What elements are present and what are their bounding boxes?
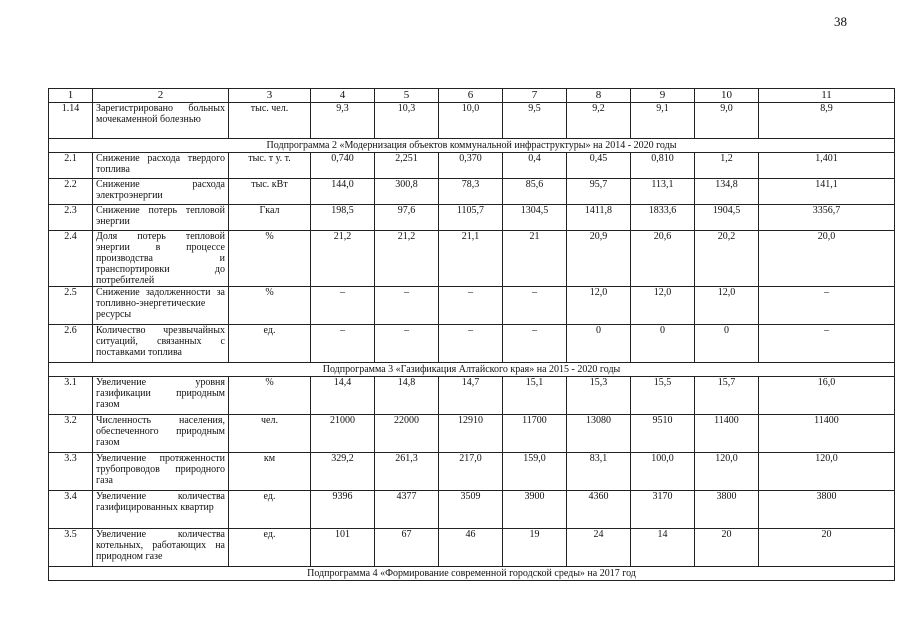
value-cell: 120,0 xyxy=(695,453,759,491)
value-cell: 21000 xyxy=(311,415,375,453)
value-cell: 12,0 xyxy=(631,287,695,325)
row-number: 3.3 xyxy=(49,453,93,491)
value-cell: 300,8 xyxy=(375,179,439,205)
value-cell: – xyxy=(439,287,503,325)
unit-cell: Гкал xyxy=(229,205,311,231)
value-cell: 14,8 xyxy=(375,377,439,415)
table-row xyxy=(49,529,895,567)
row-number: 2.4 xyxy=(49,231,93,287)
unit-cell: тыс. кВт xyxy=(229,179,311,205)
indicator-name: Увеличение количества котельных, работающих на природном газе xyxy=(93,529,229,567)
section-title: Подпрограмма 2 «Модернизация объектов коммунальной инфраструктуры» на 2014 - 2020 годы xyxy=(49,139,895,153)
value-cell: 78,3 xyxy=(439,179,503,205)
indicators-table xyxy=(48,88,895,581)
section-header-row xyxy=(49,139,895,153)
value-cell: 0,810 xyxy=(631,153,695,179)
row-number: 1.14 xyxy=(49,103,93,139)
header-cell: 7 xyxy=(503,89,567,103)
value-cell: 16,0 xyxy=(759,377,895,415)
value-cell: 0,370 xyxy=(439,153,503,179)
value-cell: – xyxy=(311,287,375,325)
value-cell: – xyxy=(375,287,439,325)
value-cell: 20 xyxy=(695,529,759,567)
table-row xyxy=(49,287,895,325)
value-cell: 1105,7 xyxy=(439,205,503,231)
value-cell: 3800 xyxy=(695,491,759,529)
value-cell: 83,1 xyxy=(567,453,631,491)
table-row xyxy=(49,415,895,453)
value-cell: 9,5 xyxy=(503,103,567,139)
table-row xyxy=(49,491,895,529)
value-cell: 67 xyxy=(375,529,439,567)
value-cell: 1,2 xyxy=(695,153,759,179)
indicator-name: Доля потерь тепловой энергии в процессе производства и транспортировки до потребителей xyxy=(93,231,229,287)
row-number: 3.5 xyxy=(49,529,93,567)
indicator-name: Численность населения, обеспеченного природным газом xyxy=(93,415,229,453)
unit-cell: ед. xyxy=(229,529,311,567)
header-cell: 8 xyxy=(567,89,631,103)
value-cell: 20,2 xyxy=(695,231,759,287)
value-cell: 20,6 xyxy=(631,231,695,287)
value-cell: 9396 xyxy=(311,491,375,529)
unit-cell: тыс. т у. т. xyxy=(229,153,311,179)
value-cell: 12,0 xyxy=(567,287,631,325)
value-cell: 46 xyxy=(439,529,503,567)
value-cell: – xyxy=(503,325,567,363)
value-cell: – xyxy=(759,325,895,363)
row-number: 2.2 xyxy=(49,179,93,205)
row-number: 2.5 xyxy=(49,287,93,325)
value-cell: 9,3 xyxy=(311,103,375,139)
value-cell: 15,3 xyxy=(567,377,631,415)
value-cell: 10,3 xyxy=(375,103,439,139)
value-cell: 0,740 xyxy=(311,153,375,179)
header-cell: 9 xyxy=(631,89,695,103)
value-cell: 8,9 xyxy=(759,103,895,139)
section-header-row xyxy=(49,567,895,581)
unit-cell: км xyxy=(229,453,311,491)
value-cell: 11400 xyxy=(759,415,895,453)
indicator-name: Снижение расхода электроэнергии xyxy=(93,179,229,205)
unit-cell: чел. xyxy=(229,415,311,453)
value-cell: 10,0 xyxy=(439,103,503,139)
unit-cell: % xyxy=(229,287,311,325)
value-cell: 21,2 xyxy=(375,231,439,287)
value-cell: 0 xyxy=(567,325,631,363)
header-cell: 2 xyxy=(93,89,229,103)
value-cell: 9,0 xyxy=(695,103,759,139)
value-cell: 15,1 xyxy=(503,377,567,415)
indicator-name: Увеличение количества газифицированных квартир xyxy=(93,491,229,529)
value-cell: 12910 xyxy=(439,415,503,453)
indicator-name: Снижение потерь тепловой энергии xyxy=(93,205,229,231)
indicator-name: Количество чрезвычайных ситуаций, связанных с поставками топлива xyxy=(93,325,229,363)
header-cell: 4 xyxy=(311,89,375,103)
value-cell: 0 xyxy=(631,325,695,363)
unit-cell: ед. xyxy=(229,325,311,363)
table-row xyxy=(49,153,895,179)
value-cell: 3800 xyxy=(759,491,895,529)
header-cell: 5 xyxy=(375,89,439,103)
value-cell: 1,401 xyxy=(759,153,895,179)
value-cell: 14,7 xyxy=(439,377,503,415)
value-cell: 134,8 xyxy=(695,179,759,205)
table-row xyxy=(49,377,895,415)
value-cell: 3356,7 xyxy=(759,205,895,231)
section-header-row xyxy=(49,363,895,377)
value-cell: – xyxy=(375,325,439,363)
indicator-name: Увеличение протяженности трубопроводов природного газа xyxy=(93,453,229,491)
value-cell: 11700 xyxy=(503,415,567,453)
value-cell: 20 xyxy=(759,529,895,567)
table-row xyxy=(49,103,895,139)
header-cell: 10 xyxy=(695,89,759,103)
unit-cell: ед. xyxy=(229,491,311,529)
value-cell: 0,4 xyxy=(503,153,567,179)
value-cell: 13080 xyxy=(567,415,631,453)
row-number: 3.4 xyxy=(49,491,93,529)
value-cell: 14 xyxy=(631,529,695,567)
indicator-name: Снижение задолженности за топливно-энергетические ресурсы xyxy=(93,287,229,325)
value-cell: 159,0 xyxy=(503,453,567,491)
value-cell: 85,6 xyxy=(503,179,567,205)
table-row xyxy=(49,453,895,491)
value-cell: 14,4 xyxy=(311,377,375,415)
value-cell: 1833,6 xyxy=(631,205,695,231)
value-cell: 15,5 xyxy=(631,377,695,415)
value-cell: 1411,8 xyxy=(567,205,631,231)
value-cell: 100,0 xyxy=(631,453,695,491)
value-cell: 3170 xyxy=(631,491,695,529)
value-cell: 113,1 xyxy=(631,179,695,205)
value-cell: 2,251 xyxy=(375,153,439,179)
indicator-name: Зарегистрировано больных мочекаменной болезнью xyxy=(93,103,229,139)
table-row xyxy=(49,205,895,231)
value-cell: 141,1 xyxy=(759,179,895,205)
unit-cell: % xyxy=(229,231,311,287)
value-cell: 3900 xyxy=(503,491,567,529)
value-cell: 329,2 xyxy=(311,453,375,491)
header-cell: 1 xyxy=(49,89,93,103)
row-number: 3.1 xyxy=(49,377,93,415)
value-cell: 261,3 xyxy=(375,453,439,491)
value-cell: 15,7 xyxy=(695,377,759,415)
value-cell: – xyxy=(439,325,503,363)
value-cell: 1304,5 xyxy=(503,205,567,231)
value-cell: 101 xyxy=(311,529,375,567)
row-number: 2.6 xyxy=(49,325,93,363)
indicator-name: Увеличение уровня газификации природным газом xyxy=(93,377,229,415)
table-row xyxy=(49,231,895,287)
value-cell: 4377 xyxy=(375,491,439,529)
header-cell: 6 xyxy=(439,89,503,103)
value-cell: 9510 xyxy=(631,415,695,453)
value-cell: – xyxy=(503,287,567,325)
value-cell: 21 xyxy=(503,231,567,287)
section-title: Подпрограмма 4 «Формирование современной городской среды» на 2017 год xyxy=(49,567,895,581)
section-title: Подпрограмма 3 «Газификация Алтайского края» на 2015 - 2020 годы xyxy=(49,363,895,377)
value-cell: 120,0 xyxy=(759,453,895,491)
value-cell: 0 xyxy=(695,325,759,363)
value-cell: 144,0 xyxy=(311,179,375,205)
row-number: 2.3 xyxy=(49,205,93,231)
unit-cell: тыс. чел. xyxy=(229,103,311,139)
value-cell: 95,7 xyxy=(567,179,631,205)
value-cell: – xyxy=(311,325,375,363)
value-cell: 9,1 xyxy=(631,103,695,139)
unit-cell: % xyxy=(229,377,311,415)
value-cell: 22000 xyxy=(375,415,439,453)
row-number: 2.1 xyxy=(49,153,93,179)
value-cell: 11400 xyxy=(695,415,759,453)
value-cell: 1904,5 xyxy=(695,205,759,231)
value-cell: 21,1 xyxy=(439,231,503,287)
row-number: 3.2 xyxy=(49,415,93,453)
value-cell: 217,0 xyxy=(439,453,503,491)
value-cell: 19 xyxy=(503,529,567,567)
value-cell: 198,5 xyxy=(311,205,375,231)
header-cell: 3 xyxy=(229,89,311,103)
header-row xyxy=(49,89,895,103)
value-cell: – xyxy=(759,287,895,325)
value-cell: 0,45 xyxy=(567,153,631,179)
value-cell: 4360 xyxy=(567,491,631,529)
value-cell: 21,2 xyxy=(311,231,375,287)
value-cell: 9,2 xyxy=(567,103,631,139)
table-row xyxy=(49,179,895,205)
value-cell: 12,0 xyxy=(695,287,759,325)
indicator-name: Снижение расхода твердого топлива xyxy=(93,153,229,179)
value-cell: 97,6 xyxy=(375,205,439,231)
value-cell: 24 xyxy=(567,529,631,567)
page-number: 38 xyxy=(834,14,847,29)
value-cell: 3509 xyxy=(439,491,503,529)
table-row xyxy=(49,325,895,363)
value-cell: 20,0 xyxy=(759,231,895,287)
value-cell: 20,9 xyxy=(567,231,631,287)
header-cell: 11 xyxy=(759,89,895,103)
